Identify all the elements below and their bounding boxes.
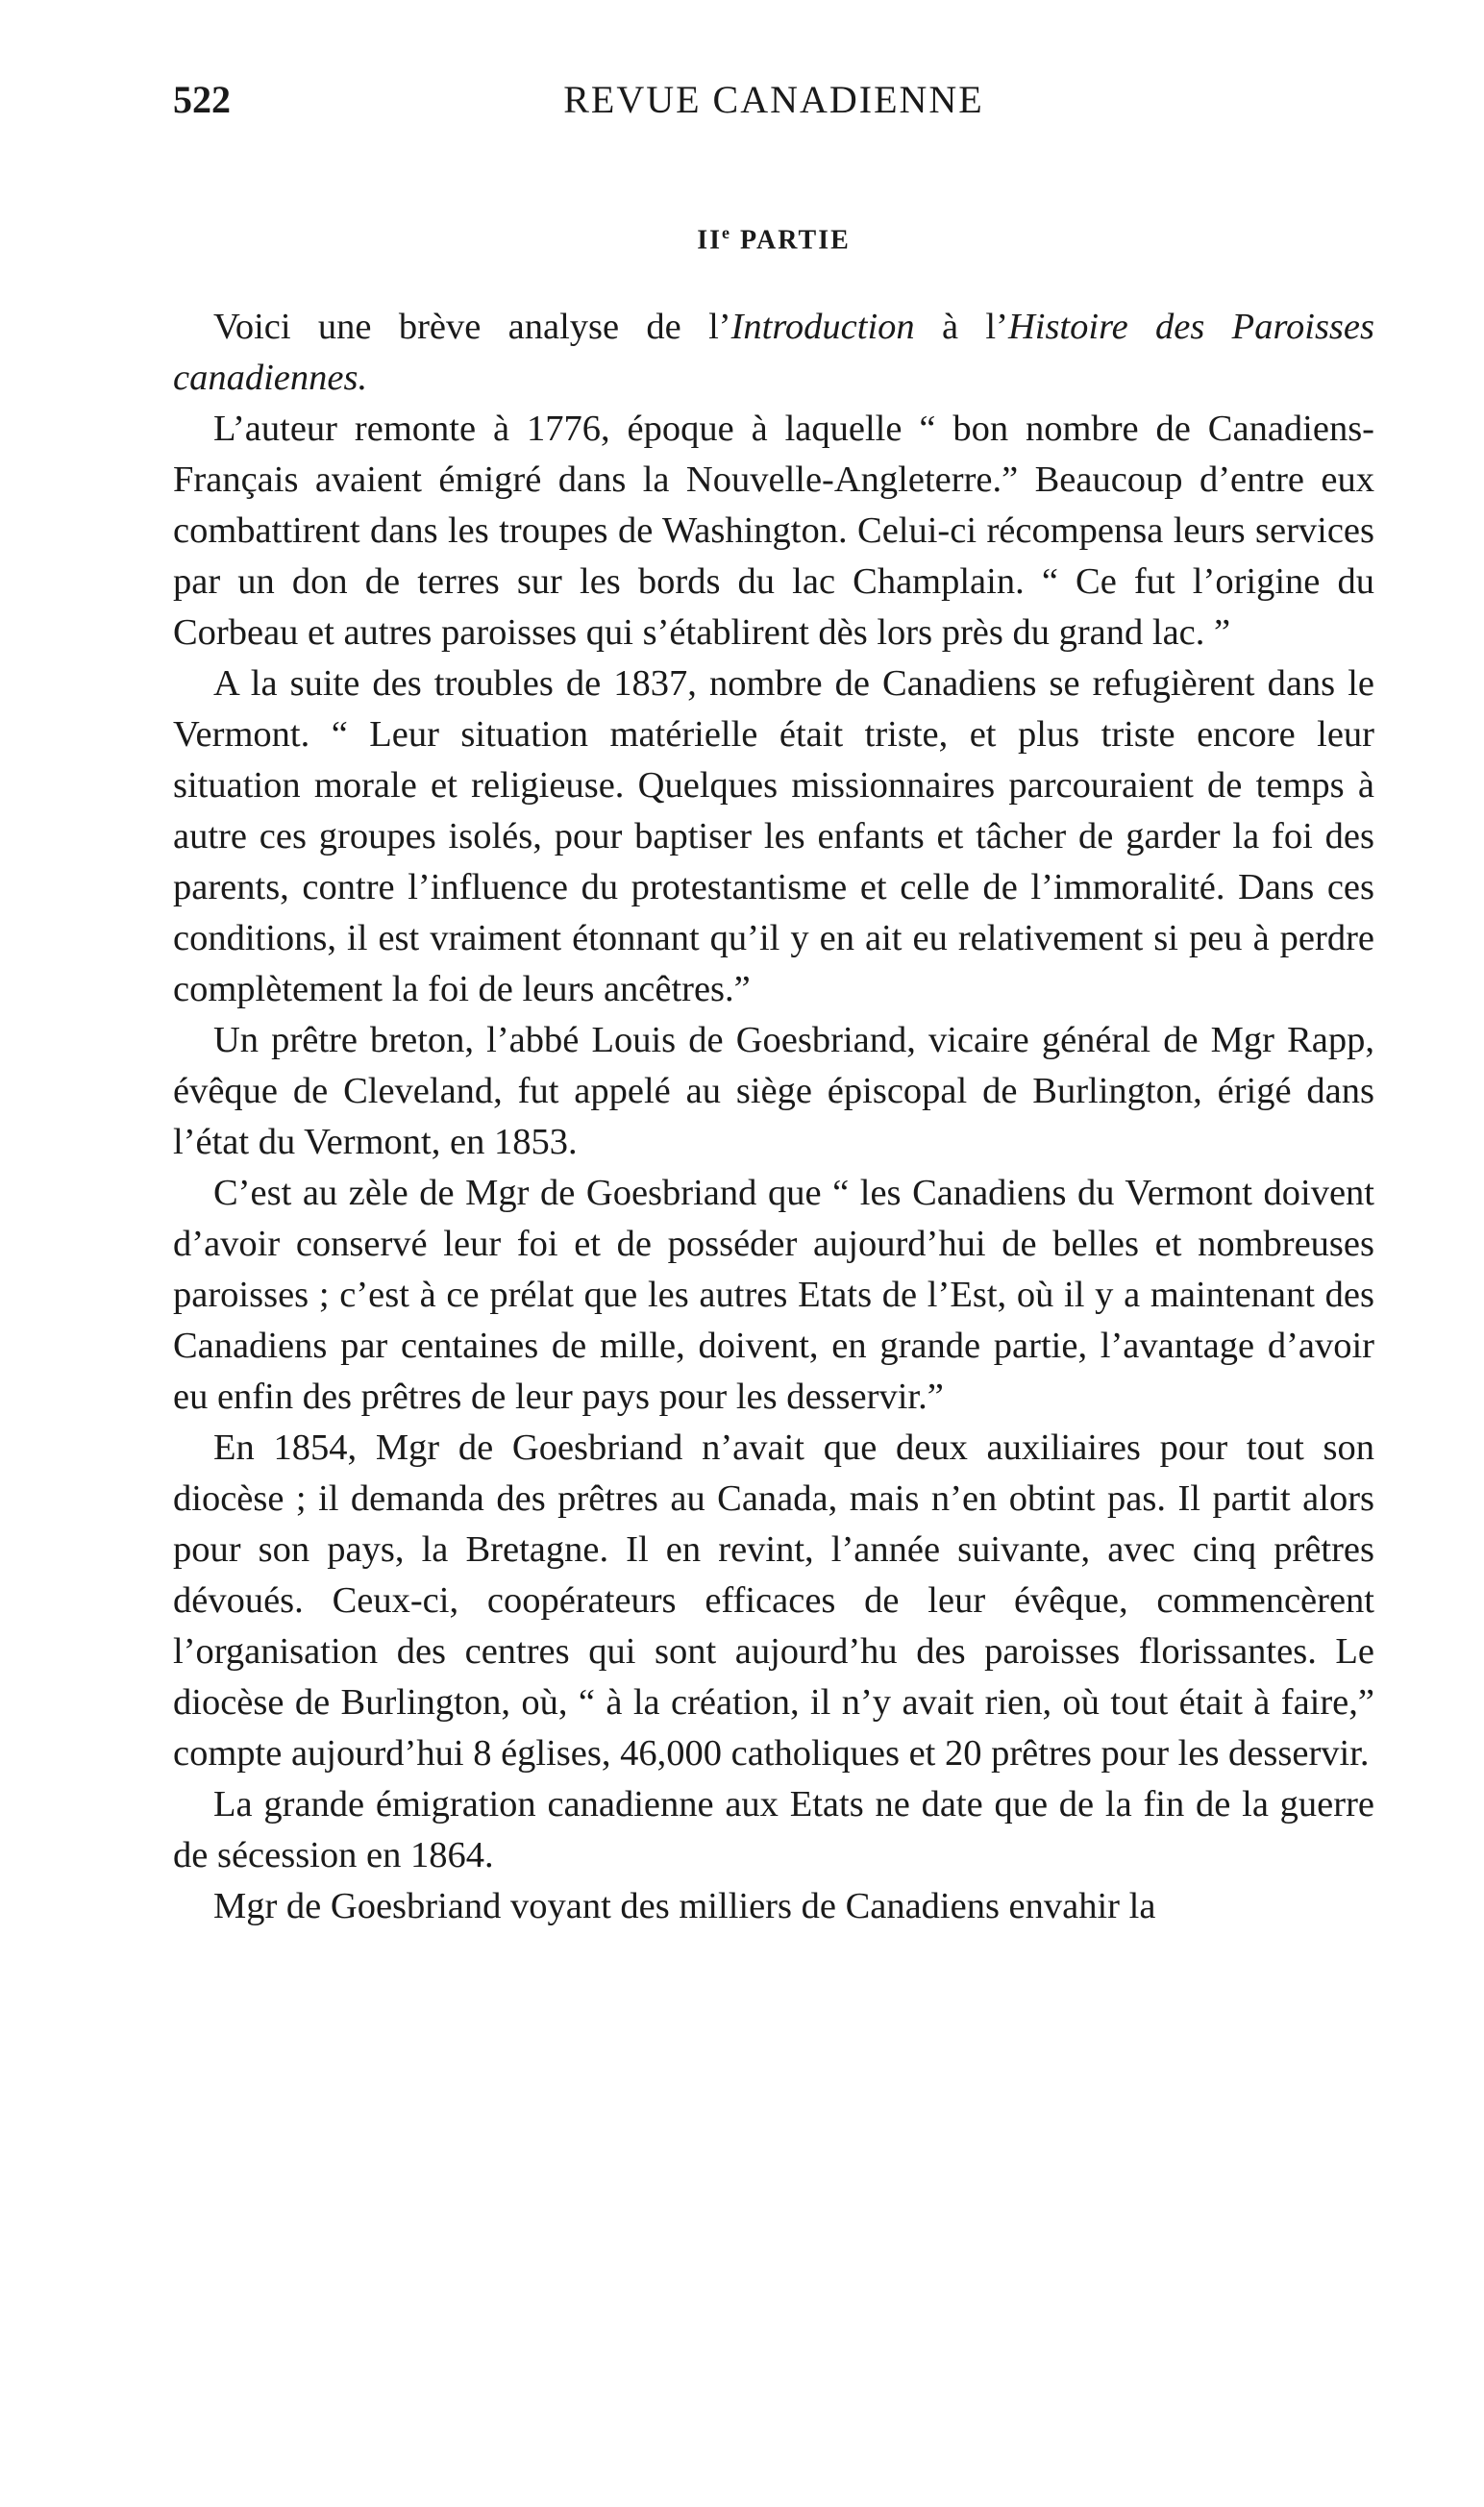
page-number: 522 xyxy=(173,78,231,121)
paragraph: Mgr de Goesbriand voyant des milliers de Canadiens envahir la xyxy=(213,1886,1156,1927)
paragraph: En 1854, Mgr de Goesbriand n’avait que deux auxiliaires pour tout son diocèse ; il demanda des prêtres au Canada, mais n’en obtint pas. Il partit alors pour son pays, la Bretagne. Il en revint, l’année suivante, avec cinq prêtres dévoués. Ceux-ci, coopérateurs efficaces de leur évêque, commencèrent l’organisation des centres qui sont aujourd’hu des paroisses florissantes. Le diocèse de Burlington, où, “ à la création, il n’y avait rien, où tout était à faire,” compte aujourd’hui 8 églises, 46,000 catholiques et 20 prêtres pour les desservir. xyxy=(173,1427,1374,1775)
section-label: PARTIE xyxy=(740,225,851,256)
book-page xyxy=(173,67,1374,1932)
paragraph xyxy=(173,302,1374,404)
paragraph: Un prêtre breton, l’abbé Louis de Goesbriand, vicaire général de Mgr Rapp, évêque de Cleveland, fut appelé au siège épiscopal de Burlington, érigé dans l’état du Vermont, en 1853. xyxy=(173,1020,1374,1163)
paragraph-mid: à l’ xyxy=(914,307,1008,348)
paragraph: A la suite des troubles de 1837, nombre de Canadiens se refugièrent dans le Vermont. “ Leur situation matérielle était triste, et plus triste encore leur situation morale et religieuse. Quelques missionnaires parcouraient de temps à autre ces groupes isolés, pour baptiser les enfants et tâcher de garder la foi des parents, contre l’influence du protestantisme et celle de l’immoralité. Dans ces conditions, il est vraiment étonnant qu’il y en ait eu relativement si peu à perdre complètement la foi de leurs ancêtres.” xyxy=(173,663,1374,1010)
italic-title: Histoire des Paroisses canadiennes. xyxy=(173,307,1374,399)
section-heading xyxy=(173,223,1374,256)
paragraph: L’auteur remonte à 1776, époque à laquelle “ bon nombre de Canadiens-Français avaient émigré dans la Nouvelle-Angleterre.” Beaucoup d’entre eux combattirent dans les troupes de Washington. Celui-ci récompensa leurs services par un don de terres sur les bords du lac Champlain. “ Ce fut l’origine du Corbeau et autres paroisses qui s’établirent dès lors près du grand lac. ” xyxy=(173,409,1374,654)
section-numeral: II xyxy=(697,225,723,256)
italic-title: Introduction xyxy=(730,307,915,348)
article-body xyxy=(173,302,1374,1932)
paragraph: La grande émigration canadienne aux Etats ne date que de la fin de la guerre de sécession en 1864. xyxy=(173,1784,1374,1876)
paragraph-intro: Voici une brève analyse de l’ xyxy=(213,307,731,348)
journal-title: REVUE CANADIENNE xyxy=(563,78,984,121)
running-head xyxy=(173,67,1374,135)
paragraph: C’est au zèle de Mgr de Goesbriand que “ les Canadiens du Vermont doivent d’avoir conservé leur foi et de posséder aujourd’hui de belles et nombreuses paroisses ; c’est à ce prélat que les autres Etats de l’Est, où il y a maintenant des Canadiens par centaines de mille, doivent, en grande partie, l’avantage d’avoir eu enfin des prêtres de leur pays pour les desservir.” xyxy=(173,1173,1374,1418)
section-superscript: e xyxy=(722,223,732,242)
